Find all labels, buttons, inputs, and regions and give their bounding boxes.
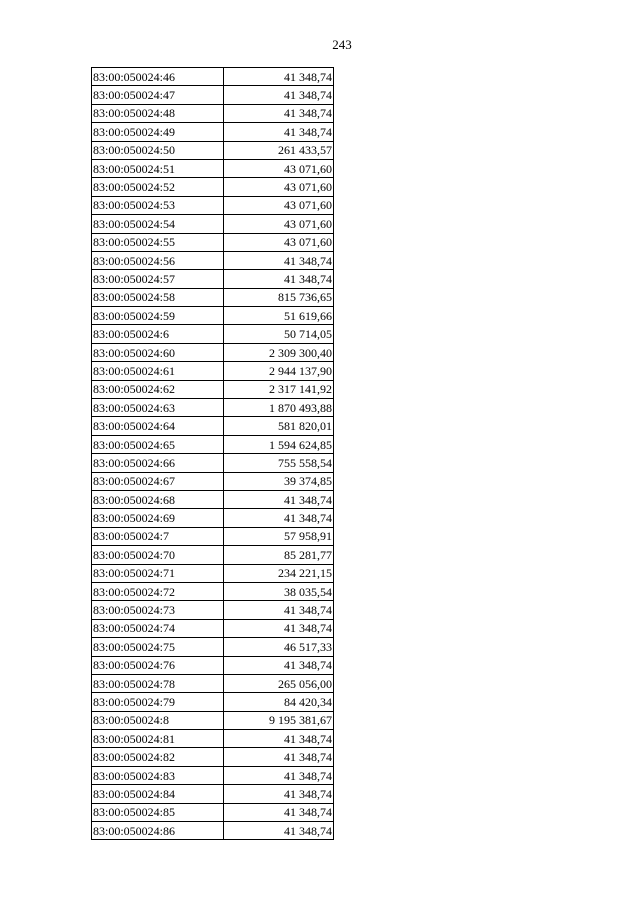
value-cell: 84 420,34 bbox=[224, 693, 334, 711]
value-cell: 581 820,01 bbox=[224, 417, 334, 435]
value-cell: 41 348,74 bbox=[224, 822, 334, 840]
cadastral-number-cell: 83:00:050024:50 bbox=[92, 141, 224, 159]
value-cell: 43 071,60 bbox=[224, 159, 334, 177]
value-cell: 41 348,74 bbox=[224, 730, 334, 748]
table-row bbox=[92, 399, 334, 417]
value-cell: 43 071,60 bbox=[224, 196, 334, 214]
value-cell: 38 035,54 bbox=[224, 582, 334, 600]
table-row bbox=[92, 693, 334, 711]
cadastral-number-cell: 83:00:050024:51 bbox=[92, 159, 224, 177]
table-row bbox=[92, 307, 334, 325]
table-row bbox=[92, 546, 334, 564]
value-cell: 1 594 624,85 bbox=[224, 435, 334, 453]
value-cell: 261 433,57 bbox=[224, 141, 334, 159]
cadastral-number-cell: 83:00:050024:54 bbox=[92, 215, 224, 233]
value-cell: 1 870 493,88 bbox=[224, 399, 334, 417]
value-cell: 43 071,60 bbox=[224, 233, 334, 251]
value-cell: 2 309 300,40 bbox=[224, 343, 334, 361]
value-cell: 41 348,74 bbox=[224, 104, 334, 122]
table-row bbox=[92, 325, 334, 343]
value-cell: 50 714,05 bbox=[224, 325, 334, 343]
value-cell: 41 348,74 bbox=[224, 748, 334, 766]
table-row bbox=[92, 380, 334, 398]
cadastral-number-cell: 83:00:050024:47 bbox=[92, 86, 224, 104]
table-row bbox=[92, 343, 334, 361]
cadastral-number-cell: 83:00:050024:79 bbox=[92, 693, 224, 711]
cadastral-number-cell: 83:00:050024:48 bbox=[92, 104, 224, 122]
table-row bbox=[92, 417, 334, 435]
value-cell: 41 348,74 bbox=[224, 785, 334, 803]
cadastral-number-cell: 83:00:050024:85 bbox=[92, 803, 224, 821]
cadastral-number-cell: 83:00:050024:78 bbox=[92, 674, 224, 692]
value-cell: 43 071,60 bbox=[224, 215, 334, 233]
table-row bbox=[92, 564, 334, 582]
table-row bbox=[92, 472, 334, 490]
table-row bbox=[92, 435, 334, 453]
cadastral-number-cell: 83:00:050024:74 bbox=[92, 619, 224, 637]
table-row bbox=[92, 822, 334, 840]
table-row bbox=[92, 104, 334, 122]
cadastral-number-cell: 83:00:050024:66 bbox=[92, 454, 224, 472]
value-cell: 755 558,54 bbox=[224, 454, 334, 472]
cadastral-number-cell: 83:00:050024:86 bbox=[92, 822, 224, 840]
cadastral-number-cell: 83:00:050024:71 bbox=[92, 564, 224, 582]
value-cell: 41 348,74 bbox=[224, 123, 334, 141]
table-row bbox=[92, 582, 334, 600]
table-row bbox=[92, 766, 334, 784]
table-row bbox=[92, 619, 334, 637]
value-cell: 46 517,33 bbox=[224, 638, 334, 656]
cadastral-number-cell: 83:00:050024:63 bbox=[92, 399, 224, 417]
value-cell: 815 736,65 bbox=[224, 288, 334, 306]
cadastral-value-table bbox=[91, 67, 334, 840]
cadastral-number-cell: 83:00:050024:60 bbox=[92, 343, 224, 361]
table-row bbox=[92, 86, 334, 104]
cadastral-number-cell: 83:00:050024:61 bbox=[92, 362, 224, 380]
table-row bbox=[92, 509, 334, 527]
value-cell: 2 317 141,92 bbox=[224, 380, 334, 398]
table-row bbox=[92, 601, 334, 619]
table-row bbox=[92, 490, 334, 508]
table-row bbox=[92, 785, 334, 803]
cadastral-number-cell: 83:00:050024:49 bbox=[92, 123, 224, 141]
table-row bbox=[92, 159, 334, 177]
cadastral-number-cell: 83:00:050024:62 bbox=[92, 380, 224, 398]
table-row bbox=[92, 674, 334, 692]
table-row bbox=[92, 68, 334, 86]
table-row bbox=[92, 527, 334, 545]
value-cell: 41 348,74 bbox=[224, 68, 334, 86]
value-cell: 41 348,74 bbox=[224, 490, 334, 508]
table-row bbox=[92, 233, 334, 251]
value-cell: 9 195 381,67 bbox=[224, 711, 334, 729]
cadastral-number-cell: 83:00:050024:68 bbox=[92, 490, 224, 508]
cadastral-number-cell: 83:00:050024:84 bbox=[92, 785, 224, 803]
value-cell: 41 348,74 bbox=[224, 251, 334, 269]
value-cell: 41 348,74 bbox=[224, 270, 334, 288]
cadastral-number-cell: 83:00:050024:76 bbox=[92, 656, 224, 674]
table-row bbox=[92, 251, 334, 269]
cadastral-number-cell: 83:00:050024:81 bbox=[92, 730, 224, 748]
table-row bbox=[92, 656, 334, 674]
table-row bbox=[92, 123, 334, 141]
table-row bbox=[92, 454, 334, 472]
cadastral-number-cell: 83:00:050024:69 bbox=[92, 509, 224, 527]
cadastral-number-cell: 83:00:050024:75 bbox=[92, 638, 224, 656]
table-row bbox=[92, 730, 334, 748]
cadastral-number-cell: 83:00:050024:70 bbox=[92, 546, 224, 564]
value-cell: 43 071,60 bbox=[224, 178, 334, 196]
cadastral-number-cell: 83:00:050024:6 bbox=[92, 325, 224, 343]
table-row bbox=[92, 288, 334, 306]
value-cell: 41 348,74 bbox=[224, 509, 334, 527]
cadastral-number-cell: 83:00:050024:83 bbox=[92, 766, 224, 784]
value-cell: 41 348,74 bbox=[224, 86, 334, 104]
value-cell: 41 348,74 bbox=[224, 601, 334, 619]
value-cell: 57 958,91 bbox=[224, 527, 334, 545]
cadastral-number-cell: 83:00:050024:56 bbox=[92, 251, 224, 269]
cadastral-number-cell: 83:00:050024:82 bbox=[92, 748, 224, 766]
cadastral-number-cell: 83:00:050024:53 bbox=[92, 196, 224, 214]
table-row bbox=[92, 803, 334, 821]
cadastral-number-cell: 83:00:050024:58 bbox=[92, 288, 224, 306]
value-cell: 41 348,74 bbox=[224, 803, 334, 821]
value-cell: 85 281,77 bbox=[224, 546, 334, 564]
cadastral-number-cell: 83:00:050024:67 bbox=[92, 472, 224, 490]
table-row bbox=[92, 362, 334, 380]
value-cell: 265 056,00 bbox=[224, 674, 334, 692]
value-cell: 2 944 137,90 bbox=[224, 362, 334, 380]
value-cell: 41 348,74 bbox=[224, 656, 334, 674]
cadastral-number-cell: 83:00:050024:57 bbox=[92, 270, 224, 288]
table-row bbox=[92, 215, 334, 233]
value-cell: 234 221,15 bbox=[224, 564, 334, 582]
cadastral-number-cell: 83:00:050024:59 bbox=[92, 307, 224, 325]
cadastral-number-cell: 83:00:050024:73 bbox=[92, 601, 224, 619]
cadastral-number-cell: 83:00:050024:7 bbox=[92, 527, 224, 545]
cadastral-number-cell: 83:00:050024:46 bbox=[92, 68, 224, 86]
table-row bbox=[92, 711, 334, 729]
value-cell: 51 619,66 bbox=[224, 307, 334, 325]
cadastral-number-cell: 83:00:050024:52 bbox=[92, 178, 224, 196]
cadastral-number-cell: 83:00:050024:8 bbox=[92, 711, 224, 729]
table-row bbox=[92, 141, 334, 159]
cadastral-number-cell: 83:00:050024:64 bbox=[92, 417, 224, 435]
value-cell: 39 374,85 bbox=[224, 472, 334, 490]
table-row bbox=[92, 178, 334, 196]
cadastral-number-cell: 83:00:050024:72 bbox=[92, 582, 224, 600]
page-number: 243 bbox=[332, 37, 352, 52]
cadastral-number-cell: 83:00:050024:65 bbox=[92, 435, 224, 453]
table-row bbox=[92, 748, 334, 766]
value-cell: 41 348,74 bbox=[224, 619, 334, 637]
table-row bbox=[92, 196, 334, 214]
table-row bbox=[92, 638, 334, 656]
cadastral-number-cell: 83:00:050024:55 bbox=[92, 233, 224, 251]
value-cell: 41 348,74 bbox=[224, 766, 334, 784]
table-body bbox=[92, 68, 334, 840]
table-row bbox=[92, 270, 334, 288]
